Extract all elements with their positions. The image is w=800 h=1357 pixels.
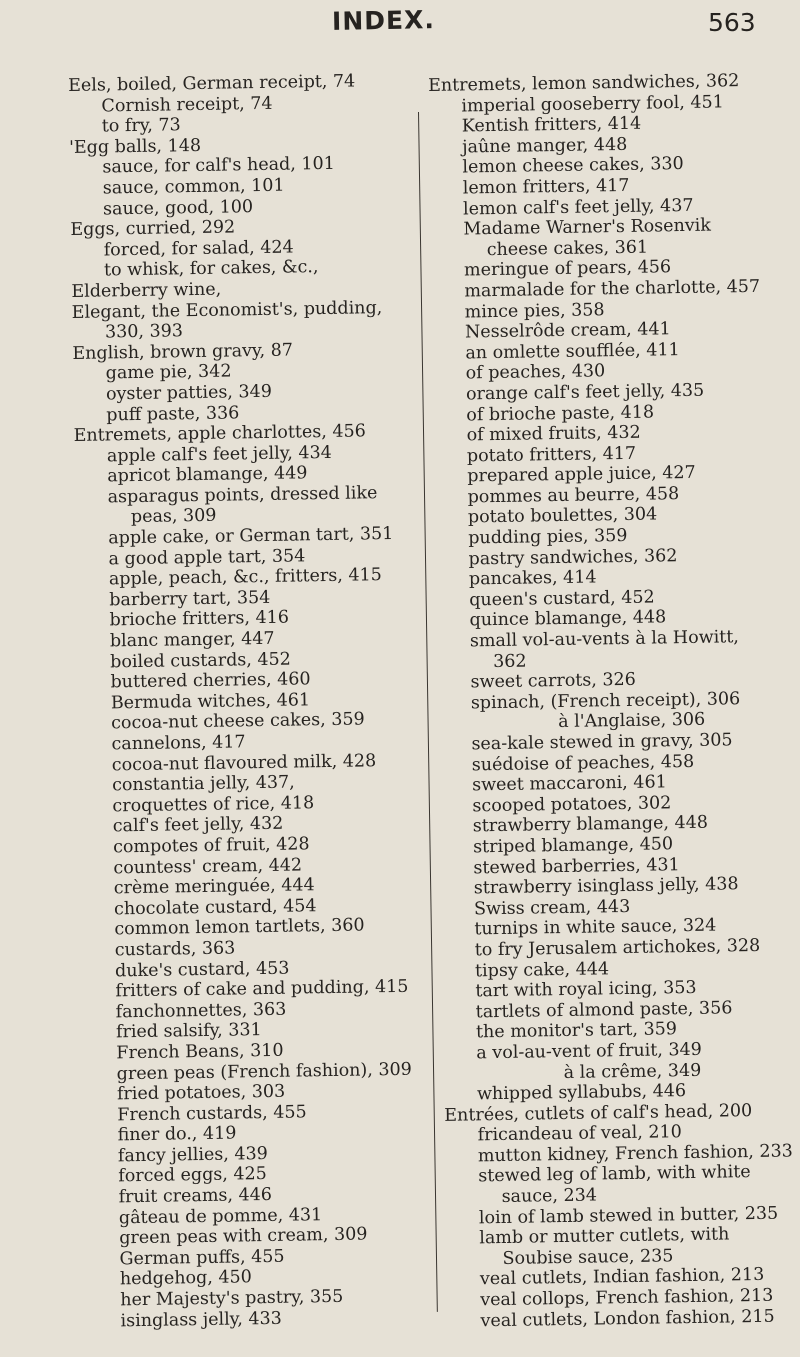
index-entry: crème meringuée, 444 xyxy=(113,875,315,899)
index-entry: mince pies, 358 xyxy=(464,299,605,322)
index-entry: à la crême, 349 xyxy=(563,1060,702,1083)
index-entry: green peas (French fashion), 309 xyxy=(116,1059,412,1084)
index-entry: gâteau de pomme, 431 xyxy=(118,1204,323,1228)
index-entry: Madame Warner's Rosenvik xyxy=(463,215,712,240)
index-heading-entry: Eels, boiled, German receipt, 74 xyxy=(68,71,356,96)
index-entry: 330, 393 xyxy=(104,321,184,343)
index-entry: lemon fritters, 417 xyxy=(462,175,630,199)
index-entry: asparagus points, dressed like xyxy=(107,483,378,508)
index-entry: French custards, 455 xyxy=(117,1102,307,1126)
index-entry: jaûne manger, 448 xyxy=(461,134,628,158)
index-heading-entry: Entrées, cutlets of calf's head, 200 xyxy=(444,1100,753,1126)
index-entry: imperial gooseberry fool, 451 xyxy=(461,91,724,117)
index-entry: puff paste, 336 xyxy=(106,402,240,425)
index-entry: fruit creams, 446 xyxy=(118,1184,273,1208)
index-entry: calf's feet jelly, 432 xyxy=(112,814,284,837)
index-entry: veal cutlets, London fashion, 215 xyxy=(480,1306,775,1331)
index-entry: countess' cream, 442 xyxy=(113,854,303,878)
index-entry: forced, for salad, 424 xyxy=(103,237,294,261)
index-entry: meringue of pears, 456 xyxy=(463,257,672,281)
index-entry: Kentish fritters, 414 xyxy=(461,113,642,137)
index-entry: to whisk, for cakes, &c., xyxy=(103,257,319,281)
index-entry: strawberry blamange, 448 xyxy=(472,813,709,837)
index-entry: veal cutlets, Indian fashion, 213 xyxy=(479,1265,765,1290)
index-entry: barberry tart, 354 xyxy=(109,587,271,611)
index-entry: fricandeau of veal, 210 xyxy=(477,1122,682,1146)
index-entry: apple calf's feet jelly, 434 xyxy=(106,442,332,467)
index-entry: Soubise sauce, 235 xyxy=(502,1246,674,1269)
index-entry: mutton kidney, French fashion, 233 xyxy=(477,1141,793,1167)
index-entry: sea-kale stewed in gravy, 305 xyxy=(471,730,733,755)
index-entry: potato fritters, 417 xyxy=(466,443,637,467)
page-number: 563 xyxy=(708,8,756,37)
index-entry: pommes au beurre, 458 xyxy=(467,483,680,508)
index-entry: lemon cheese cakes, 330 xyxy=(462,154,684,178)
index-entry: spinach, (French receipt), 306 xyxy=(470,688,741,714)
index-entry: striped blamange, 450 xyxy=(472,834,674,858)
index-entry: stewed leg of lamb, with white xyxy=(478,1162,751,1187)
index-entry: green peas with cream, 309 xyxy=(119,1224,368,1249)
left-index-column xyxy=(68,71,433,1354)
index-entry: à l'Anglaise, 306 xyxy=(558,710,706,733)
index-entry: cocoa-nut cheese cakes, 359 xyxy=(111,709,365,734)
index-entry: marmalade for the charlotte, 457 xyxy=(464,276,761,302)
index-entry: small vol-au-vents à la Howitt, xyxy=(469,627,740,652)
index-entry: scooped potatoes, 302 xyxy=(472,793,672,817)
index-entry: a vol-au-vent of fruit, 349 xyxy=(476,1039,703,1064)
index-entry: French Beans, 310 xyxy=(116,1040,284,1064)
index-entry: blanc manger, 447 xyxy=(109,628,275,652)
index-heading-entry: Entremets, lemon sandwiches, 362 xyxy=(428,71,740,96)
index-entry: lamb or mutter cutlets, with xyxy=(479,1224,730,1249)
index-heading-entry: 'Egg balls, 148 xyxy=(68,135,202,158)
index-entry: of mixed fruits, 432 xyxy=(466,422,641,446)
index-entry: lemon calf's feet jelly, 437 xyxy=(462,195,694,220)
index-entry: fancy jellies, 439 xyxy=(117,1143,268,1167)
index-entry: peas, 309 xyxy=(130,506,217,528)
index-entry: buttered cherries, 460 xyxy=(110,669,311,693)
index-entry: boiled custards, 452 xyxy=(110,649,292,673)
index-entry: custards, 363 xyxy=(114,938,236,961)
index-entry: duke's custard, 453 xyxy=(114,958,290,981)
index-title: INDEX. xyxy=(331,5,436,36)
index-entry: queen's custard, 452 xyxy=(469,587,655,611)
index-entry: sauce, good, 100 xyxy=(102,196,254,220)
index-entry: quince blamange, 448 xyxy=(469,607,667,631)
index-entry: tartlets of almond paste, 356 xyxy=(475,998,733,1023)
index-heading-entry: Entremets, apple charlottes, 456 xyxy=(73,421,366,447)
index-entry: apricot blamange, 449 xyxy=(107,463,308,487)
index-entry: apple, peach, &c., fritters, 415 xyxy=(108,565,382,590)
page-header xyxy=(0,6,800,46)
index-entry: of brioche paste, 418 xyxy=(466,401,655,425)
index-entry: her Majesty's pastry, 355 xyxy=(120,1286,344,1311)
index-entry: a good apple tart, 354 xyxy=(108,545,306,570)
index-entry: fried salsify, 331 xyxy=(115,1020,262,1043)
index-entry: sweet maccaroni, 461 xyxy=(471,772,667,796)
index-entry: turnips in white sauce, 324 xyxy=(474,915,717,940)
index-entry: of peaches, 430 xyxy=(465,361,606,384)
index-entry: cocoa-nut flavoured milk, 428 xyxy=(111,750,377,775)
index-entry: sauce, 234 xyxy=(501,1185,598,1208)
index-heading-entry: English, brown gravy, 87 xyxy=(72,340,294,364)
index-entry: compotes of fruit, 428 xyxy=(112,834,310,858)
index-heading-entry: Elegant, the Economist's, pudding, xyxy=(71,297,383,323)
index-entry: strawberry isinglass jelly, 438 xyxy=(473,874,739,899)
index-entry: cheese cakes, 361 xyxy=(486,237,649,260)
index-entry: pancakes, 414 xyxy=(468,567,597,590)
index-heading-entry: Elderberry wine, xyxy=(71,279,222,302)
index-entry: orange calf's feet jelly, 435 xyxy=(465,380,705,405)
index-entry: croquettes of rice, 418 xyxy=(112,793,315,817)
index-entry: an omlette soufflée, 411 xyxy=(465,339,680,364)
index-heading-entry: Eggs, curried, 292 xyxy=(70,217,236,241)
index-entry: sauce, for calf's head, 101 xyxy=(102,154,335,178)
index-entry: German puffs, 455 xyxy=(119,1246,285,1270)
index-entry: chocolate custard, 454 xyxy=(113,895,317,920)
index-entry: sweet carrots, 326 xyxy=(470,670,636,693)
index-entry: the monitor's tart, 359 xyxy=(475,1019,678,1043)
index-entry: finer do., 419 xyxy=(117,1123,237,1146)
index-entry: pastry sandwiches, 362 xyxy=(468,545,678,570)
right-index-column xyxy=(428,70,800,1354)
index-entry: pudding pies, 359 xyxy=(468,525,628,549)
index-entry: Nesselrôde cream, 441 xyxy=(464,319,671,343)
index-entry: fanchonnettes, 363 xyxy=(115,999,287,1023)
index-entry: constantia jelly, 437, xyxy=(111,772,295,796)
index-entry: stewed barberries, 431 xyxy=(473,854,680,878)
index-entry: game pie, 342 xyxy=(105,361,232,384)
index-entry: Cornish receipt, 74 xyxy=(101,93,273,117)
index-entry: tart with royal icing, 353 xyxy=(475,978,697,1002)
index-entry: fritters of cake and pudding, 415 xyxy=(115,976,409,1002)
index-entry: sauce, common, 101 xyxy=(102,175,285,199)
index-entry: prepared apple juice, 427 xyxy=(467,463,696,487)
index-entry: loin of lamb stewed in butter, 235 xyxy=(478,1203,779,1228)
index-entry: suédoise of peaches, 458 xyxy=(471,751,695,775)
index-entry: to fry Jerusalem artichokes, 328 xyxy=(474,935,761,961)
index-entry: Bermuda witches, 461 xyxy=(110,690,311,714)
index-entry: isinglass jelly, 433 xyxy=(120,1308,282,1331)
index-entry: to fry, 73 xyxy=(101,115,181,137)
index-entry: brioche fritters, 416 xyxy=(109,608,290,631)
index-entry: apple cake, or German tart, 351 xyxy=(108,524,394,549)
index-entry: Swiss cream, 443 xyxy=(473,896,631,920)
index-entry: common lemon tartlets, 360 xyxy=(114,915,365,940)
index-entry: forced eggs, 425 xyxy=(118,1164,268,1187)
index-entry: cannelons, 417 xyxy=(111,732,246,755)
index-entry: tipsy cake, 444 xyxy=(474,958,610,981)
index-entry: oyster patties, 349 xyxy=(105,381,273,405)
index-entry: whipped syllabubs, 446 xyxy=(476,1081,687,1105)
index-entry: 362 xyxy=(493,651,527,672)
index-entry: potato boulettes, 304 xyxy=(467,504,658,528)
index-entry: fried potatoes, 303 xyxy=(116,1081,286,1105)
index-entry: veal collops, French fashion, 213 xyxy=(480,1285,774,1311)
index-entry: hedgehog, 450 xyxy=(119,1267,252,1290)
